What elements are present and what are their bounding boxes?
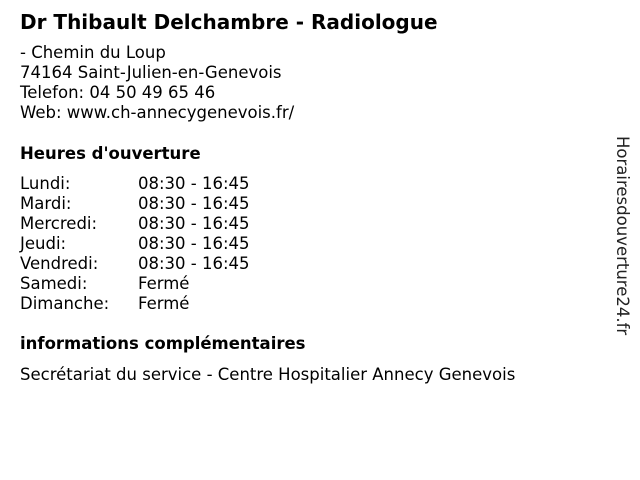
hours-row-tuesday: [20, 194, 320, 214]
day-label: Samedi:: [20, 274, 88, 293]
page-title: Dr Thibault Delchambre - Radiologue: [20, 10, 438, 34]
hours-row-monday: [20, 174, 320, 194]
city-line: 74164 Saint-Julien-en-Genevois: [20, 63, 282, 82]
opening-hours-table: [20, 174, 320, 314]
hours-row-thursday: [20, 234, 320, 254]
day-label: Vendredi:: [20, 254, 99, 273]
day-label: Lundi:: [20, 174, 71, 193]
day-label: Dimanche:: [20, 294, 110, 313]
opening-hours-heading: Heures d'ouverture: [20, 144, 201, 163]
day-label: Mercredi:: [20, 214, 98, 233]
site-watermark: Horairesdouverture24.fr: [613, 136, 632, 336]
time-value: Fermé: [138, 294, 190, 313]
day-label: Jeudi:: [20, 234, 67, 253]
time-value: 08:30 - 16:45: [138, 194, 250, 213]
time-value: 08:30 - 16:45: [138, 234, 250, 253]
phone-line: Telefon: 04 50 49 65 46: [20, 83, 216, 102]
time-value: 08:30 - 16:45: [138, 214, 250, 233]
additional-info-text: Secrétariat du service - Centre Hospitalier Annecy Genevois: [20, 365, 516, 384]
street-line: - Chemin du Loup: [20, 43, 166, 62]
website-line: Web: www.ch-annecygenevois.fr/: [20, 103, 295, 122]
address-block: [20, 43, 294, 123]
day-label: Mardi:: [20, 194, 72, 213]
time-value: 08:30 - 16:45: [138, 174, 250, 193]
hours-row-wednesday: [20, 214, 320, 234]
additional-info-heading: informations complémentaires: [20, 334, 306, 353]
time-value: 08:30 - 16:45: [138, 254, 250, 273]
hours-row-saturday: [20, 274, 320, 294]
hours-row-friday: [20, 254, 320, 274]
hours-row-sunday: [20, 294, 320, 314]
time-value: Fermé: [138, 274, 190, 293]
